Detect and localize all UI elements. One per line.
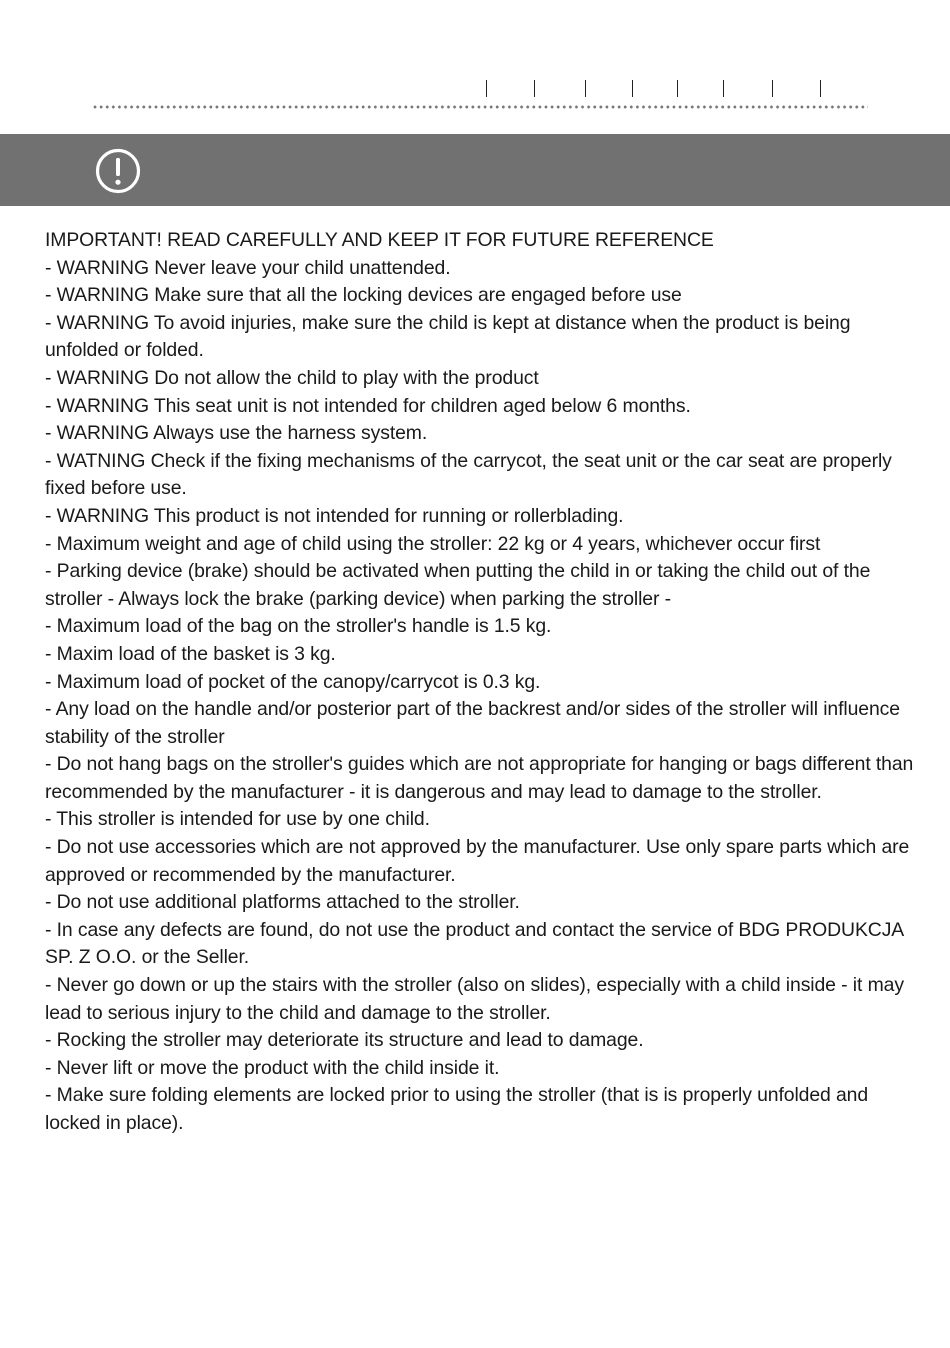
warning-item: - Rocking the stroller may deteriorate its structure and lead to damage. [45,1029,644,1052]
tab-divider [585,80,586,97]
warning-item: - Maximum weight and age of child using the stroller: 22 kg or 4 years, whichever occur first [45,532,821,555]
warning-item: - This stroller is intended for use by one child. [45,808,430,831]
tab-divider [534,80,535,97]
warning-item: - In case any defects are found, do not use the product and contact the service of BDG PRODUKCJA SP. Z O.O. or the Seller. [45,918,904,969]
warning-item: - Do not use additional platforms attached to the stroller. [45,891,520,914]
tab-divider [820,80,821,97]
warning-item: - WARNING This seat unit is not intended for children aged below 6 months. [45,394,691,417]
warning-item: - WATNING Check if the fixing mechanisms of the carrycot, the seat unit or the car seat are properly fixed before use. [45,449,892,500]
dotted-divider [92,105,868,109]
warning-banner [0,134,950,206]
tab-divider [677,80,678,97]
warning-item: - WARNING Always use the harness system. [45,422,428,445]
warning-item: - Parking device (brake) should be activated when putting the child in or taking the child out of the stroller - Always lock the brake (parking device) when parking the stroller - [45,560,871,610]
tab-divider [772,80,773,97]
tab-divider [723,80,724,97]
warning-item: - Never lift or move the product with the child inside it. [45,1056,500,1079]
language-tab-ticks [0,80,950,98]
instructions-title: IMPORTANT! READ CAREFULLY AND KEEP IT FOR FUTURE REFERENCE [45,229,714,251]
tab-divider [486,80,487,97]
warning-item: - WARNING Do not allow the child to play with the product [45,366,539,389]
warning-item: - WARNING Never leave your child unattended. [45,256,451,279]
tab-divider [632,80,633,97]
safety-instructions [45,227,915,1138]
warning-item: - Maxim load of the basket is 3 kg. [45,642,336,665]
warning-item: - Maximum load of the bag on the stroller's handle is 1.5 kg. [45,615,552,638]
warning-item: - Make sure folding elements are locked prior to using the stroller (that is is properly unfolded and locked in place). [45,1084,869,1134]
exclamation-circle-icon [95,148,141,194]
warning-item: - Maximum load of pocket of the canopy/carrycot is 0.3 kg. [45,670,541,693]
warning-item: - WARNING This product is not intended for running or rollerblading. [45,504,624,527]
warning-item: - Do not use accessories which are not approved by the manufacturer. Use only spare parts which are approved or recommended by the manufacturer. [45,836,910,886]
warning-item: - Never go down or up the stairs with the stroller (also on slides), especially with a child inside - it may lead to serious injury to the child and damage to the stroller. [45,974,904,1024]
warning-item: - Do not hang bags on the stroller's guides which are not appropriate for hanging or bags different than recommended by the manufacturer - it is dangerous and may lead to damage to the stroller. [45,753,914,803]
warning-item: - Any load on the handle and/or posterior part of the backrest and/or sides of the stroller will influence stability of the stroller [45,698,900,748]
warning-item: - WARNING To avoid injuries, make sure the child is kept at distance when the product is being unfolded or folded. [45,311,851,362]
warning-item: - WARNING Make sure that all the locking devices are engaged before use [45,284,682,307]
